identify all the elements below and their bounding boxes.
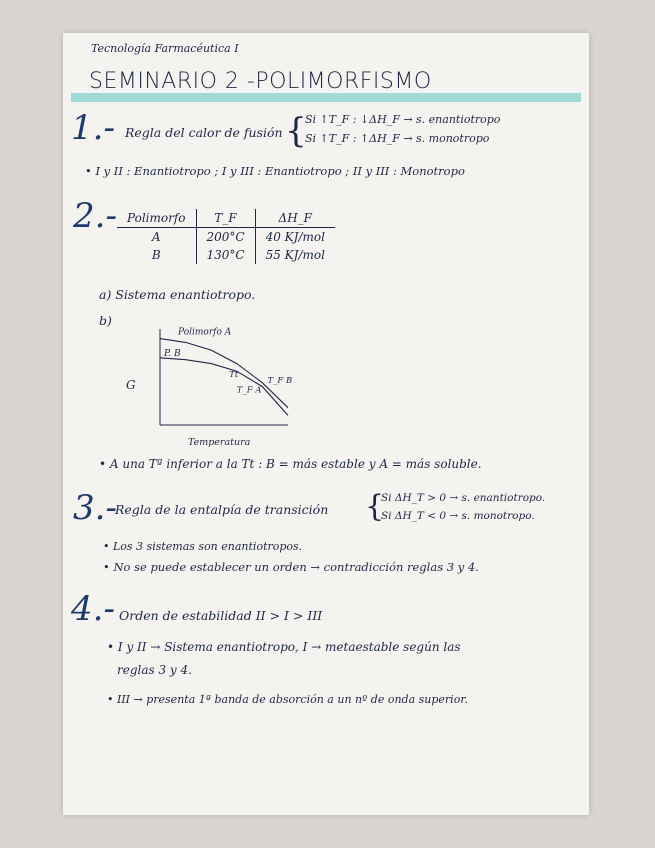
table-cell: 200°C <box>196 228 255 247</box>
q2-answer-a: a) Sistema enantiotropo. <box>99 287 256 302</box>
annotation-label: Tt <box>229 370 239 380</box>
annotation-label: T_F A <box>236 385 262 396</box>
q3-brace: { <box>365 489 385 524</box>
chart-svg <box>118 321 308 451</box>
q1-rule-a: Si ↑T_F : ↓ΔH_F → s. enantiotropo <box>305 113 501 126</box>
notebook-page <box>63 33 589 815</box>
q3-bullet-1: • Los 3 sistemas son enantiotropos. <box>103 540 303 553</box>
title-highlight <box>71 93 581 102</box>
q1-rule-title: Regla del calor de fusión <box>125 125 283 140</box>
gibbs-energy-chart <box>118 321 308 451</box>
table-row <box>117 228 335 247</box>
table-cell: A <box>151 230 161 244</box>
q2-answer-b-label: b) <box>99 313 112 328</box>
q4-bullet-1b: reglas 3 y 4. <box>117 663 192 677</box>
q1-answer: • I y II : Enantiotropo ; I y III : Enantiotropo ; II y III : Monotropo <box>85 164 465 178</box>
annotation-label: T_F B <box>267 375 293 386</box>
table-row <box>117 246 335 264</box>
q2-conclusion: • A una Tª inferior a la Tt : B = más estable y A = más soluble. <box>99 457 482 471</box>
polymorph-table <box>117 209 335 264</box>
q1-rule-b: Si ↑T_F : ↑ΔH_F → s. monotropo <box>305 132 490 145</box>
page-title: SEMINARIO 2 -POLIMORFISMO <box>89 69 432 94</box>
q3-bullet-2: • No se puede establecer un orden → contradicción reglas 3 y 4. <box>103 560 479 574</box>
table-header-polimorfo: Polimorfo <box>117 209 196 228</box>
question-1-number: 1.- <box>71 108 115 148</box>
table-cell: 40 KJ/mol <box>265 230 325 244</box>
x-axis-label: Temperatura <box>188 437 251 448</box>
q4-bullet-1a: • I y II → Sistema enantiotropo, I → metaestable según las <box>107 640 461 654</box>
table-header-dhf: ΔH_F <box>255 209 335 228</box>
question-3-number: 3.- <box>73 488 117 528</box>
q3-rule-title: Regla de la entalpía de transición <box>115 502 329 517</box>
table-cell: B <box>151 248 161 262</box>
q4-bullet-2: • III → presenta 1ª banda de absorción a un nº de onda superior. <box>107 693 468 706</box>
series-line-2 <box>160 358 288 416</box>
question-4-number: 4.- <box>71 589 115 629</box>
question-2-number: 2.- <box>73 196 117 236</box>
legend-entry: P. B <box>164 348 181 359</box>
course-name: Tecnología Farmacéutica I <box>91 42 239 55</box>
legend-entry: Polimorfo A <box>178 327 232 338</box>
y-axis-label: G <box>126 378 136 392</box>
q1-brace: { <box>285 111 307 151</box>
table-cell: 130°C <box>196 246 255 264</box>
table-cell: 55 KJ/mol <box>265 248 325 262</box>
table-header-tf: T_F <box>196 209 255 228</box>
q3-rule-a: Si ΔH_T > 0 → s. enantiotropo. <box>381 492 546 504</box>
q4-stability-order: Orden de estabilidad II > I > III <box>119 608 323 623</box>
q3-rule-b: Si ΔH_T < 0 → s. monotropo. <box>381 510 535 522</box>
